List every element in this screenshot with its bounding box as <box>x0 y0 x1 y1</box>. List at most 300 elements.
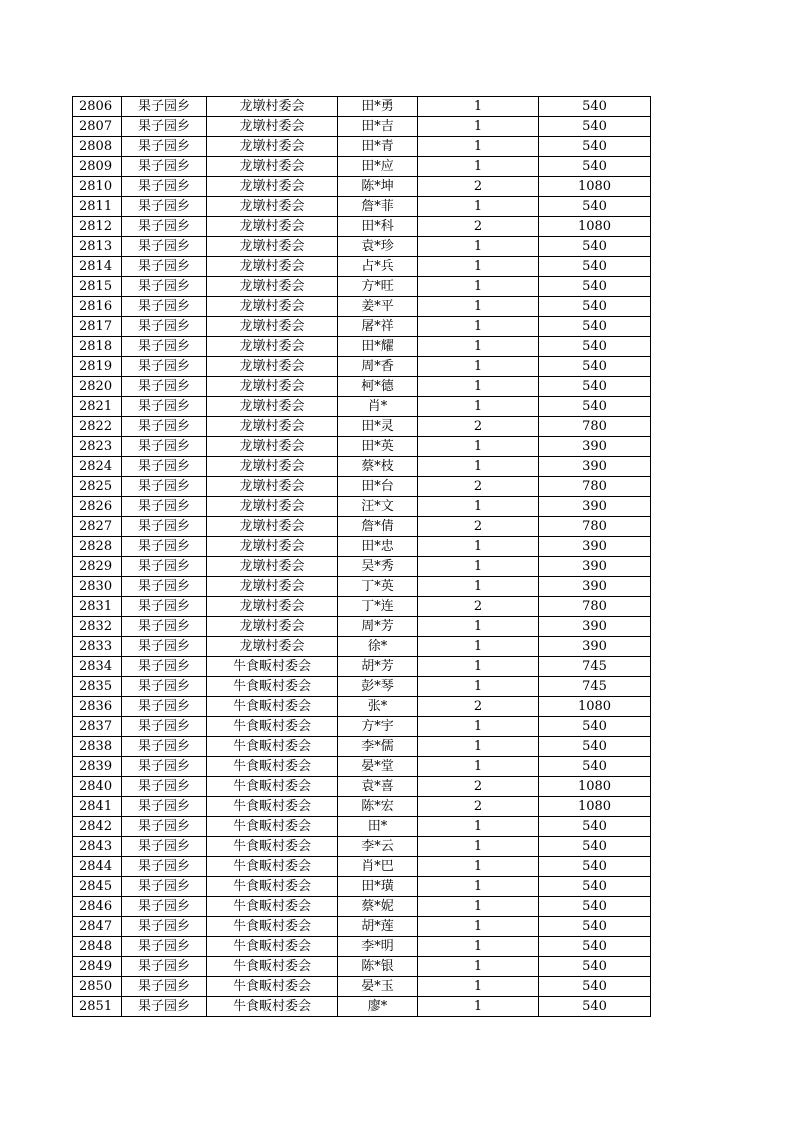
table-row <box>73 497 651 517</box>
table-row <box>73 937 651 957</box>
amount-cell: 540 <box>539 337 651 357</box>
name-cell: 占*兵 <box>338 257 418 277</box>
name-cell: 肖*巴 <box>338 857 418 877</box>
table-row <box>73 837 651 857</box>
village-committee-cell: 牛食畈村委会 <box>207 857 338 877</box>
name-cell: 肖* <box>338 397 418 417</box>
household-count-cell: 1 <box>418 557 539 577</box>
village-committee-cell: 牛食畈村委会 <box>207 977 338 997</box>
village-committee-cell: 龙墩村委会 <box>207 157 338 177</box>
name-cell: 田*台 <box>338 477 418 497</box>
row-number-cell: 2832 <box>73 617 122 637</box>
row-number-cell: 2820 <box>73 377 122 397</box>
village-committee-cell: 龙墩村委会 <box>207 497 338 517</box>
village-committee-cell: 龙墩村委会 <box>207 537 338 557</box>
amount-cell: 540 <box>539 97 651 117</box>
amount-cell: 540 <box>539 157 651 177</box>
household-count-cell: 2 <box>418 777 539 797</box>
table-row <box>73 997 651 1017</box>
row-number-cell: 2838 <box>73 737 122 757</box>
village-committee-cell: 牛食畈村委会 <box>207 677 338 697</box>
row-number-cell: 2851 <box>73 997 122 1017</box>
row-number-cell: 2814 <box>73 257 122 277</box>
name-cell: 田*英 <box>338 437 418 457</box>
table-row <box>73 237 651 257</box>
village-committee-cell: 龙墩村委会 <box>207 97 338 117</box>
household-count-cell: 1 <box>418 317 539 337</box>
amount-cell: 540 <box>539 237 651 257</box>
table-row <box>73 557 651 577</box>
row-number-cell: 2846 <box>73 897 122 917</box>
household-count-cell: 1 <box>418 97 539 117</box>
village-committee-cell: 牛食畈村委会 <box>207 877 338 897</box>
row-number-cell: 2849 <box>73 957 122 977</box>
township-cell: 果子园乡 <box>122 957 207 977</box>
township-cell: 果子园乡 <box>122 617 207 637</box>
table-row <box>73 297 651 317</box>
amount-cell: 540 <box>539 857 651 877</box>
amount-cell: 540 <box>539 757 651 777</box>
township-cell: 果子园乡 <box>122 257 207 277</box>
table-row <box>73 437 651 457</box>
row-number-cell: 2811 <box>73 197 122 217</box>
village-committee-cell: 龙墩村委会 <box>207 117 338 137</box>
household-count-cell: 2 <box>418 417 539 437</box>
household-count-cell: 1 <box>418 677 539 697</box>
township-cell: 果子园乡 <box>122 937 207 957</box>
name-cell: 陈*宏 <box>338 797 418 817</box>
township-cell: 果子园乡 <box>122 277 207 297</box>
name-cell: 李*明 <box>338 937 418 957</box>
table-row <box>73 777 651 797</box>
row-number-cell: 2821 <box>73 397 122 417</box>
row-number-cell: 2848 <box>73 937 122 957</box>
amount-cell: 1080 <box>539 797 651 817</box>
row-number-cell: 2808 <box>73 137 122 157</box>
amount-cell: 540 <box>539 117 651 137</box>
row-number-cell: 2850 <box>73 977 122 997</box>
table-row <box>73 957 651 977</box>
name-cell: 汪*文 <box>338 497 418 517</box>
row-number-cell: 2842 <box>73 817 122 837</box>
household-count-cell: 1 <box>418 497 539 517</box>
village-committee-cell: 龙墩村委会 <box>207 357 338 377</box>
amount-cell: 540 <box>539 257 651 277</box>
amount-cell: 1080 <box>539 697 651 717</box>
village-committee-cell: 牛食畈村委会 <box>207 997 338 1017</box>
township-cell: 果子园乡 <box>122 677 207 697</box>
village-committee-cell: 龙墩村委会 <box>207 137 338 157</box>
amount-cell: 540 <box>539 317 651 337</box>
township-cell: 果子园乡 <box>122 177 207 197</box>
table-body <box>73 97 651 1017</box>
row-number-cell: 2830 <box>73 577 122 597</box>
township-cell: 果子园乡 <box>122 897 207 917</box>
village-committee-cell: 牛食畈村委会 <box>207 937 338 957</box>
table-row <box>73 457 651 477</box>
amount-cell: 390 <box>539 577 651 597</box>
row-number-cell: 2810 <box>73 177 122 197</box>
name-cell: 胡*莲 <box>338 917 418 937</box>
row-number-cell: 2816 <box>73 297 122 317</box>
table-row <box>73 677 651 697</box>
table-row <box>73 417 651 437</box>
township-cell: 果子园乡 <box>122 337 207 357</box>
table-row <box>73 797 651 817</box>
table-row <box>73 877 651 897</box>
name-cell: 田*科 <box>338 217 418 237</box>
table-row <box>73 717 651 737</box>
table-row <box>73 117 651 137</box>
name-cell: 柯*德 <box>338 377 418 397</box>
village-committee-cell: 龙墩村委会 <box>207 337 338 357</box>
village-committee-cell: 牛食畈村委会 <box>207 657 338 677</box>
village-committee-cell: 牛食畈村委会 <box>207 817 338 837</box>
household-count-cell: 1 <box>418 397 539 417</box>
township-cell: 果子园乡 <box>122 857 207 877</box>
township-cell: 果子园乡 <box>122 457 207 477</box>
township-cell: 果子园乡 <box>122 757 207 777</box>
table-row <box>73 537 651 557</box>
amount-cell: 390 <box>539 637 651 657</box>
table-row <box>73 917 651 937</box>
village-committee-cell: 牛食畈村委会 <box>207 737 338 757</box>
amount-cell: 780 <box>539 417 651 437</box>
township-cell: 果子园乡 <box>122 217 207 237</box>
row-number-cell: 2809 <box>73 157 122 177</box>
amount-cell: 390 <box>539 617 651 637</box>
township-cell: 果子园乡 <box>122 577 207 597</box>
table-row <box>73 317 651 337</box>
amount-cell: 1080 <box>539 217 651 237</box>
township-cell: 果子园乡 <box>122 717 207 737</box>
name-cell: 蔡*枝 <box>338 457 418 477</box>
table-row <box>73 757 651 777</box>
table-row <box>73 157 651 177</box>
household-count-cell: 1 <box>418 377 539 397</box>
row-number-cell: 2831 <box>73 597 122 617</box>
township-cell: 果子园乡 <box>122 157 207 177</box>
household-count-cell: 2 <box>418 797 539 817</box>
row-number-cell: 2828 <box>73 537 122 557</box>
household-count-cell: 1 <box>418 757 539 777</box>
household-count-cell: 1 <box>418 817 539 837</box>
name-cell: 陈*坤 <box>338 177 418 197</box>
township-cell: 果子园乡 <box>122 817 207 837</box>
village-committee-cell: 龙墩村委会 <box>207 217 338 237</box>
row-number-cell: 2833 <box>73 637 122 657</box>
row-number-cell: 2823 <box>73 437 122 457</box>
row-number-cell: 2826 <box>73 497 122 517</box>
name-cell: 李*云 <box>338 837 418 857</box>
row-number-cell: 2813 <box>73 237 122 257</box>
village-committee-cell: 龙墩村委会 <box>207 557 338 577</box>
village-committee-cell: 牛食畈村委会 <box>207 837 338 857</box>
table-row <box>73 257 651 277</box>
name-cell: 方*旺 <box>338 277 418 297</box>
amount-cell: 540 <box>539 817 651 837</box>
amount-cell: 540 <box>539 297 651 317</box>
township-cell: 果子园乡 <box>122 517 207 537</box>
township-cell: 果子园乡 <box>122 297 207 317</box>
row-number-cell: 2825 <box>73 477 122 497</box>
amount-cell: 540 <box>539 957 651 977</box>
row-number-cell: 2836 <box>73 697 122 717</box>
village-committee-cell: 龙墩村委会 <box>207 437 338 457</box>
table-row <box>73 517 651 537</box>
village-committee-cell: 牛食畈村委会 <box>207 697 338 717</box>
township-cell: 果子园乡 <box>122 657 207 677</box>
name-cell: 袁*珍 <box>338 237 418 257</box>
amount-cell: 745 <box>539 657 651 677</box>
name-cell: 袁*喜 <box>338 777 418 797</box>
village-committee-cell: 龙墩村委会 <box>207 317 338 337</box>
household-count-cell: 1 <box>418 637 539 657</box>
name-cell: 周*芳 <box>338 617 418 637</box>
township-cell: 果子园乡 <box>122 377 207 397</box>
household-count-cell: 1 <box>418 877 539 897</box>
village-committee-cell: 龙墩村委会 <box>207 237 338 257</box>
household-count-cell: 2 <box>418 217 539 237</box>
name-cell: 徐* <box>338 637 418 657</box>
village-committee-cell: 牛食畈村委会 <box>207 777 338 797</box>
township-cell: 果子园乡 <box>122 537 207 557</box>
township-cell: 果子园乡 <box>122 877 207 897</box>
amount-cell: 540 <box>539 197 651 217</box>
table-row <box>73 97 651 117</box>
township-cell: 果子园乡 <box>122 597 207 617</box>
row-number-cell: 2841 <box>73 797 122 817</box>
amount-cell: 780 <box>539 517 651 537</box>
table-row <box>73 477 651 497</box>
village-committee-cell: 牛食畈村委会 <box>207 897 338 917</box>
amount-cell: 540 <box>539 357 651 377</box>
name-cell: 李*儒 <box>338 737 418 757</box>
table-row <box>73 617 651 637</box>
household-count-cell: 1 <box>418 117 539 137</box>
name-cell: 陈*银 <box>338 957 418 977</box>
amount-cell: 390 <box>539 537 651 557</box>
name-cell: 晏*堂 <box>338 757 418 777</box>
amount-cell: 540 <box>539 737 651 757</box>
table-row <box>73 197 651 217</box>
household-count-cell: 1 <box>418 157 539 177</box>
household-count-cell: 1 <box>418 257 539 277</box>
amount-cell: 540 <box>539 937 651 957</box>
row-number-cell: 2834 <box>73 657 122 677</box>
row-number-cell: 2847 <box>73 917 122 937</box>
row-number-cell: 2824 <box>73 457 122 477</box>
row-number-cell: 2843 <box>73 837 122 857</box>
township-cell: 果子园乡 <box>122 777 207 797</box>
name-cell: 田*应 <box>338 157 418 177</box>
village-committee-cell: 龙墩村委会 <box>207 377 338 397</box>
row-number-cell: 2829 <box>73 557 122 577</box>
table-row <box>73 177 651 197</box>
village-committee-cell: 龙墩村委会 <box>207 517 338 537</box>
household-count-cell: 2 <box>418 517 539 537</box>
township-cell: 果子园乡 <box>122 637 207 657</box>
household-count-cell: 1 <box>418 717 539 737</box>
row-number-cell: 2835 <box>73 677 122 697</box>
name-cell: 屠*祥 <box>338 317 418 337</box>
village-committee-cell: 牛食畈村委会 <box>207 717 338 737</box>
village-committee-cell: 龙墩村委会 <box>207 597 338 617</box>
household-count-cell: 1 <box>418 137 539 157</box>
township-cell: 果子园乡 <box>122 97 207 117</box>
village-committee-cell: 牛食畈村委会 <box>207 797 338 817</box>
name-cell: 詹*菲 <box>338 197 418 217</box>
table-row <box>73 397 651 417</box>
amount-cell: 540 <box>539 897 651 917</box>
household-count-cell: 1 <box>418 577 539 597</box>
row-number-cell: 2822 <box>73 417 122 437</box>
township-cell: 果子园乡 <box>122 317 207 337</box>
amount-cell: 540 <box>539 277 651 297</box>
village-committee-cell: 龙墩村委会 <box>207 397 338 417</box>
household-count-cell: 1 <box>418 897 539 917</box>
name-cell: 田*勇 <box>338 97 418 117</box>
name-cell: 晏*玉 <box>338 977 418 997</box>
amount-cell: 540 <box>539 397 651 417</box>
household-count-cell: 1 <box>418 857 539 877</box>
name-cell: 丁*连 <box>338 597 418 617</box>
name-cell: 田*耀 <box>338 337 418 357</box>
table-row <box>73 337 651 357</box>
row-number-cell: 2837 <box>73 717 122 737</box>
township-cell: 果子园乡 <box>122 917 207 937</box>
row-number-cell: 2819 <box>73 357 122 377</box>
household-count-cell: 1 <box>418 437 539 457</box>
name-cell: 丁*英 <box>338 577 418 597</box>
row-number-cell: 2818 <box>73 337 122 357</box>
household-count-cell: 1 <box>418 237 539 257</box>
township-cell: 果子园乡 <box>122 137 207 157</box>
household-count-cell: 1 <box>418 977 539 997</box>
row-number-cell: 2845 <box>73 877 122 897</box>
village-committee-cell: 龙墩村委会 <box>207 577 338 597</box>
amount-cell: 540 <box>539 997 651 1017</box>
row-number-cell: 2817 <box>73 317 122 337</box>
name-cell: 廖* <box>338 997 418 1017</box>
row-number-cell: 2844 <box>73 857 122 877</box>
amount-cell: 780 <box>539 477 651 497</box>
township-cell: 果子园乡 <box>122 797 207 817</box>
township-cell: 果子园乡 <box>122 697 207 717</box>
table-row <box>73 737 651 757</box>
subsidy-table <box>72 96 651 1017</box>
household-count-cell: 1 <box>418 277 539 297</box>
household-count-cell: 1 <box>418 937 539 957</box>
township-cell: 果子园乡 <box>122 237 207 257</box>
amount-cell: 1080 <box>539 777 651 797</box>
row-number-cell: 2815 <box>73 277 122 297</box>
household-count-cell: 1 <box>418 297 539 317</box>
amount-cell: 540 <box>539 977 651 997</box>
table-row <box>73 817 651 837</box>
table-row <box>73 217 651 237</box>
name-cell: 姜*平 <box>338 297 418 317</box>
household-count-cell: 1 <box>418 337 539 357</box>
amount-cell: 745 <box>539 677 651 697</box>
household-count-cell: 1 <box>418 357 539 377</box>
village-committee-cell: 龙墩村委会 <box>207 457 338 477</box>
table-row <box>73 577 651 597</box>
amount-cell: 390 <box>539 497 651 517</box>
table-row <box>73 357 651 377</box>
name-cell: 胡*芳 <box>338 657 418 677</box>
household-count-cell: 1 <box>418 837 539 857</box>
township-cell: 果子园乡 <box>122 397 207 417</box>
table-row <box>73 597 651 617</box>
row-number-cell: 2806 <box>73 97 122 117</box>
village-committee-cell: 龙墩村委会 <box>207 277 338 297</box>
household-count-cell: 1 <box>418 657 539 677</box>
amount-cell: 540 <box>539 137 651 157</box>
township-cell: 果子园乡 <box>122 977 207 997</box>
table-row <box>73 637 651 657</box>
township-cell: 果子园乡 <box>122 477 207 497</box>
household-count-cell: 2 <box>418 597 539 617</box>
table-row <box>73 897 651 917</box>
household-count-cell: 1 <box>418 957 539 977</box>
row-number-cell: 2812 <box>73 217 122 237</box>
village-committee-cell: 龙墩村委会 <box>207 637 338 657</box>
township-cell: 果子园乡 <box>122 417 207 437</box>
village-committee-cell: 牛食畈村委会 <box>207 917 338 937</box>
village-committee-cell: 龙墩村委会 <box>207 477 338 497</box>
household-count-cell: 1 <box>418 457 539 477</box>
table-row <box>73 857 651 877</box>
household-count-cell: 1 <box>418 997 539 1017</box>
amount-cell: 540 <box>539 917 651 937</box>
table-row <box>73 697 651 717</box>
amount-cell: 540 <box>539 717 651 737</box>
amount-cell: 390 <box>539 437 651 457</box>
amount-cell: 540 <box>539 877 651 897</box>
household-count-cell: 2 <box>418 477 539 497</box>
name-cell: 詹*倩 <box>338 517 418 537</box>
amount-cell: 390 <box>539 557 651 577</box>
village-committee-cell: 牛食畈村委会 <box>207 957 338 977</box>
amount-cell: 540 <box>539 377 651 397</box>
household-count-cell: 1 <box>418 537 539 557</box>
name-cell: 张* <box>338 697 418 717</box>
name-cell: 田*璜 <box>338 877 418 897</box>
amount-cell: 1080 <box>539 177 651 197</box>
name-cell: 周*香 <box>338 357 418 377</box>
amount-cell: 540 <box>539 837 651 857</box>
household-count-cell: 1 <box>418 917 539 937</box>
township-cell: 果子园乡 <box>122 997 207 1017</box>
name-cell: 田*灵 <box>338 417 418 437</box>
household-count-cell: 2 <box>418 177 539 197</box>
village-committee-cell: 龙墩村委会 <box>207 177 338 197</box>
name-cell: 田* <box>338 817 418 837</box>
table-row <box>73 137 651 157</box>
township-cell: 果子园乡 <box>122 557 207 577</box>
village-committee-cell: 龙墩村委会 <box>207 417 338 437</box>
name-cell: 田*吉 <box>338 117 418 137</box>
township-cell: 果子园乡 <box>122 737 207 757</box>
township-cell: 果子园乡 <box>122 497 207 517</box>
village-committee-cell: 龙墩村委会 <box>207 617 338 637</box>
household-count-cell: 1 <box>418 617 539 637</box>
amount-cell: 780 <box>539 597 651 617</box>
township-cell: 果子园乡 <box>122 837 207 857</box>
name-cell: 方*宇 <box>338 717 418 737</box>
name-cell: 田*青 <box>338 137 418 157</box>
